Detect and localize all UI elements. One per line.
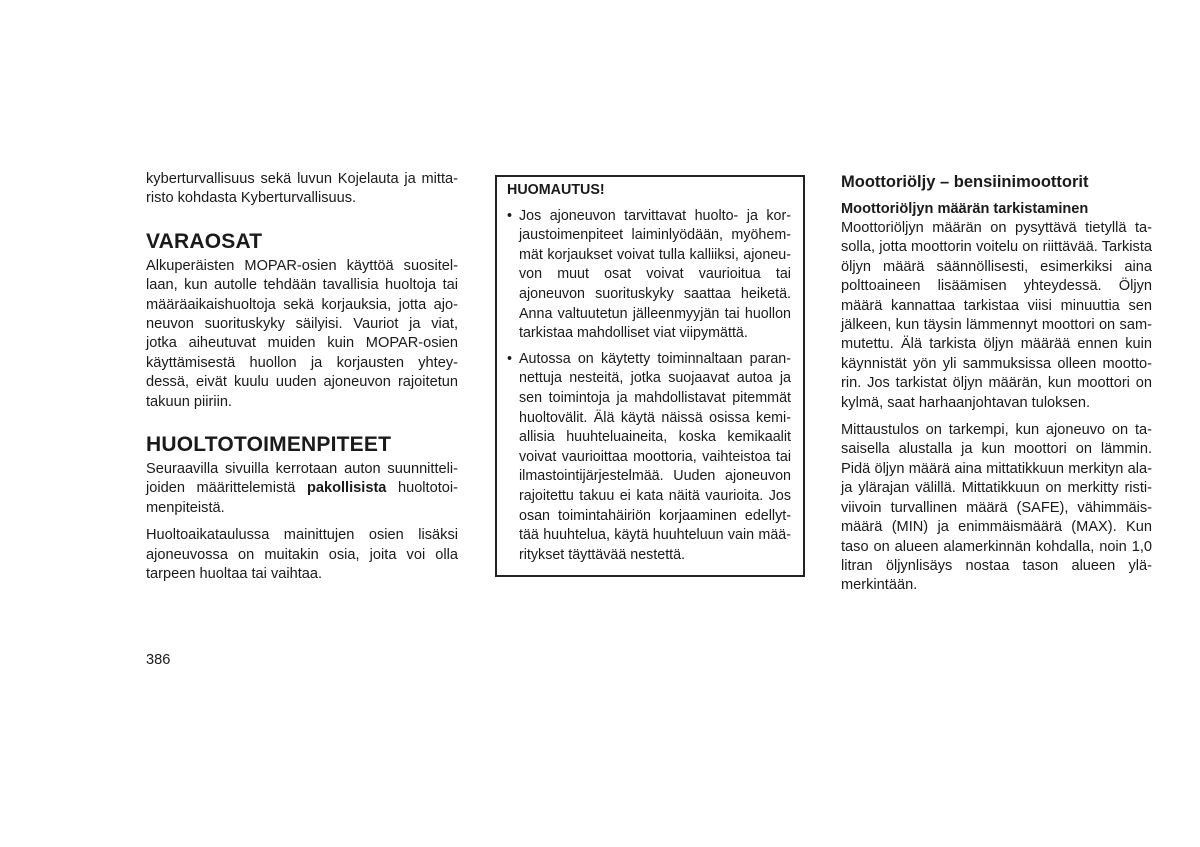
- notice-list: [507, 207, 791, 566]
- middle-column: [495, 175, 805, 577]
- notice-item: [507, 350, 791, 566]
- engine-oil-heading: Moottoriöljy – bensiinimoottorit: [841, 173, 1089, 191]
- huolto-paragraph-1: [146, 460, 458, 518]
- varaosat-paragraph: Alkuperäisten MOPAR-osien käyttöä suositel-laan, kun autolle tehdään tavallisia huoltoja tai määräaikaishuoltoja sekä korjauksia, jotta ajo-neuvon suorituskyky säilyisi. Vauriot ja viat, jotka aiheutuvat muiden kuin MOPAR-osien käyttämisestä huollon ja korjausten yhtey-dessä, eivät kuulu uuden ajoneuvon rajoitetun takuun piiriin.: [146, 257, 458, 410]
- huolto-para1-text-a: Seuraavilla sivuilla kerrotaan auton suunnitteli-joiden määrittelemistä: [146, 461, 458, 497]
- notice-item-text: Autossa on käytetty toiminnaltaan paran-nettuja nesteitä, jotka suojaavat autoa ja sen toimintoja ja mahdollistavat pitemmät huoltovälit. Älä käytä näissä osissa kemi-allisia huuhteluaineita, koska kemikaalit voivat vaurioittaa moottoria, vaihteistoa tai ilmastointijärjestelmää. Uuden ajoneuvon rajoitettu takuu ei kata näitä vaurioita. Jos osan toimintahäiriön korjaaminen edellyt-tää huuhtelua, käytä huuhteluun vain mää-ritykset täyttävää nestettä.: [519, 350, 791, 563]
- oil-paragraph-1: Moottoriöljyn määrän on pysyttävä tietyllä ta-solla, jotta moottorin voitelu on riittävää. Tarkista öljyn määrä säännöllisesti, esimerkiksi aina polttoaineen lisäämisen yhteydessä. Öljyn määrä kannattaa tarkistaa viisi minuuttia sen jälkeen, kun täysin lämmennyt moottori on sam-mutettu. Älä tarkista öljyn määrää ennen kuin käynnistät yön yli sammuksissa olleen mootto-rin. Jos tarkistat öljyn määrän, kun moottori on kylmä, saat harhaanjohtavan tuloksen.: [841, 220, 1152, 411]
- notice-item-text: Jos ajoneuvon tarvittavat huolto- ja kor-jaustoimenpiteet laiminlyödään, myöhem-mät korjaukset voivat tulla kalliiksi, ajoneu-von muut osat voivat vaurioitua tai ajoneuvon suorituskyky saattaa heiketä. Anna valtuutetun jälleenmyyjän tai huollon tarkistaa mahdolliset viat viipymättä.: [519, 207, 791, 342]
- intro-paragraph: kyberturvallisuus sekä luvun Kojelauta ja mitta-risto kohdasta Kyberturvallisuus.: [146, 171, 458, 207]
- oil-check-subheading: Moottoriöljyn määrän tarkistaminen: [841, 201, 1089, 217]
- notice-title: HUOMAUTUS!: [507, 182, 605, 198]
- page-number: 386: [146, 652, 171, 668]
- huoltotoimenpiteet-heading: HUOLTOTOIMENPITEET: [146, 433, 392, 457]
- left-column: [146, 170, 458, 585]
- huolto-para1-text-b: huoltotoi-menpiteistä.: [146, 480, 458, 516]
- huolto-paragraph-2: Huoltoaikataulussa mainittujen osien lisäksi ajoneuvossa on muitakin osia, joita voi olla tarpeen huoltaa tai vaihtaa.: [146, 527, 458, 583]
- notice-box: [495, 175, 805, 577]
- oil-paragraph-2: Mittaustulos on tarkempi, kun ajoneuvo on ta-saisella alustalla ja kun moottori on lämmin. Pidä öljyn määrä aina mittatikkuun merkityn ala-ja ylärajan välillä. Mittatikkuun on merkitty risti-viivoin turvallinen määrä (SAFE), vähimmäis-määrä (MIN) ja enimmäismäärä (MAX). Kun taso on alueen alamerkinnän kohdalla, noin 1,0 litran öljynlisäys nostaa tason alueen ylä-merkintään.: [841, 422, 1152, 594]
- varaosat-heading: VARAOSAT: [146, 229, 263, 253]
- bullet-icon: •: [507, 350, 513, 367]
- notice-item: [507, 207, 791, 344]
- right-column: [841, 170, 1152, 596]
- huolto-para1-bold: pakollisista: [306, 480, 387, 497]
- bullet-icon: •: [507, 207, 513, 224]
